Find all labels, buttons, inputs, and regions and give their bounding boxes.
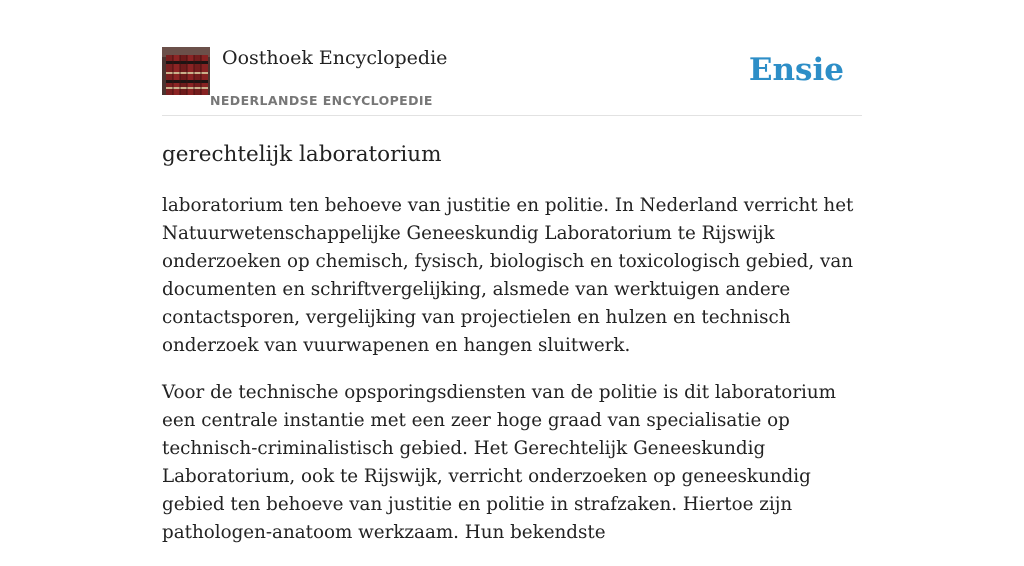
article-paragraph: laboratorium ten behoeve van justitie en politie. In Nederland verricht het Natuurwetenschappelijke Geneeskundig Laboratorium te Rijswijk onderzoeken op chemisch, fysisch, biologisch en toxicologisch gebied, van documenten en schriftvergelijking, alsmede van werktuigen andere contactsporen, vergelijking van projectielen en hulzen en technisch onderzoek van vuurwapenen en hangen sluitwerk. — [162, 195, 854, 356]
brand-logo[interactable]: Ensie — [748, 52, 844, 88]
header — [162, 0, 862, 116]
encyclopedia-books-icon — [162, 47, 210, 95]
source-avatar[interactable] — [162, 47, 210, 95]
source-title[interactable]: Oosthoek Encyclopedie — [222, 47, 448, 69]
article-paragraph: Voor de technische opsporingsdiensten van de politie is dit laboratorium een centrale instantie met een zeer hoge graad van specialisatie op technisch-criminalistisch gebied. Het Gerechtelijk Geneeskundig Laboratorium, ook te Rijswijk, verricht onderzoeken op geneeskundig gebied ten behoeve van justitie en politie in strafzaken. Hiertoe zijn pathologen-anatoom werkzaam. Hun bekendste — [162, 382, 837, 543]
content-container — [162, 0, 862, 543]
article-title: gerechtelijk laboratorium — [162, 142, 442, 167]
source-subtitle: NEDERLANDSE ENCYCLOPEDIE — [210, 93, 433, 108]
article-body — [162, 192, 862, 566]
